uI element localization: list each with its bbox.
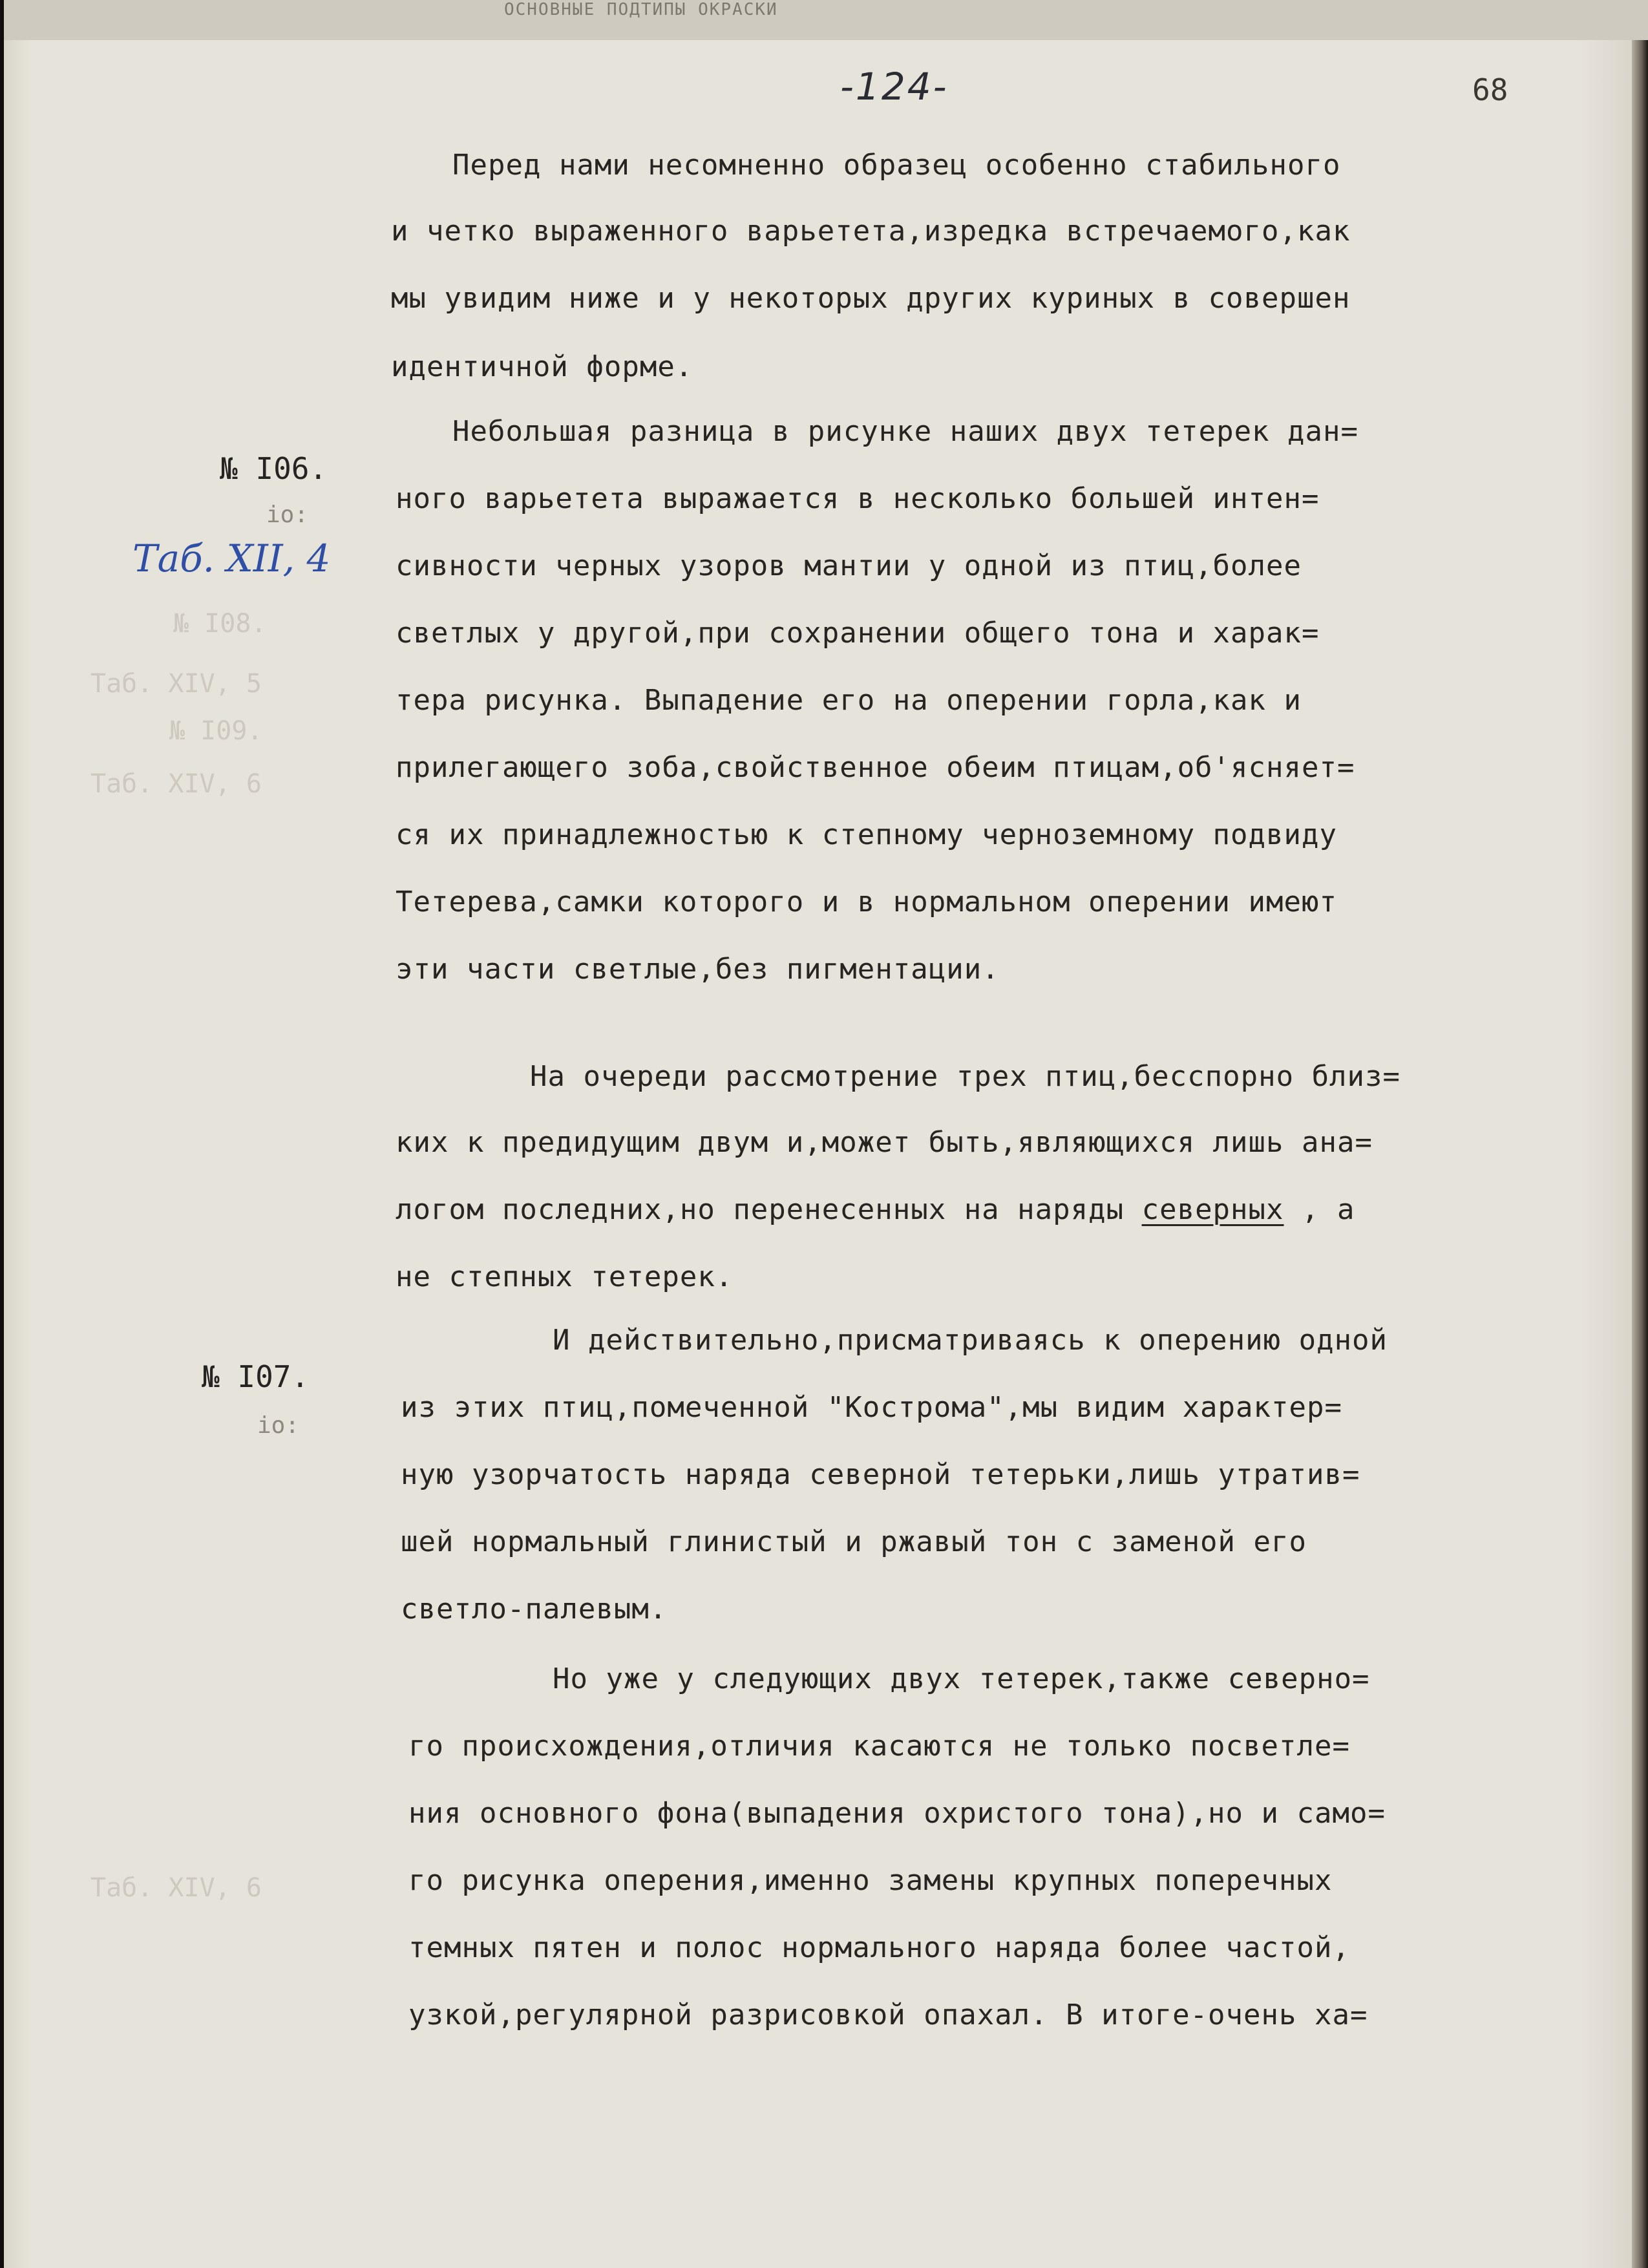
text-segment: , а	[1284, 1193, 1355, 1226]
text-line: Но уже у следующих двух тетерек,также северно=	[553, 1662, 1370, 1695]
text-line: шей нормальный глинистый и ржавый тон с заменой его	[401, 1525, 1307, 1558]
text-line: и четко выраженного варьетета,изредка встречаемого,как	[391, 215, 1351, 248]
text-line: го рисунка оперения,именно замены крупных поперечных	[408, 1864, 1333, 1897]
text-line: идентичной форме.	[391, 350, 693, 383]
ghost-note: Таб. XIV, 5	[90, 669, 262, 699]
text-line: не степных тетерек.	[396, 1260, 734, 1293]
margin-note-107: № I07.	[202, 1359, 310, 1394]
text-line: На очереди рассмотрение трех птиц,бесспорно близ=	[530, 1060, 1401, 1093]
underlying-page-header: ОСНОВНЫЕ ПОДТИПЫ ОКРАСКИ	[504, 0, 778, 19]
text-line: из этих птиц,помеченной "Кострома",мы видим характер=	[401, 1391, 1342, 1424]
text-line: узкой,регулярной разрисовкой опахал. В итоге-очень ха=	[408, 1998, 1368, 2031]
text-line: ния основного фона(выпадения охристого тона),но и само=	[408, 1797, 1386, 1830]
text-line: Небольшая разница в рисунке наших двух тетерек дан=	[452, 415, 1359, 448]
page-number: 68	[1472, 72, 1508, 107]
text-line: эти части светлые,без пигментации.	[396, 953, 1000, 986]
text-line: тера рисунка. Выпадение его на оперении горла,как и	[396, 684, 1302, 717]
text-line: И действительно,присматриваясь к оперению одной	[553, 1324, 1388, 1357]
text-segment: логом последних,но перенесенных на наряды	[396, 1193, 1142, 1226]
text-line: ного варьетета выражается в несколько большей интен=	[396, 482, 1320, 515]
text-line: сивности черных узоров мантии у одной из птиц,более	[396, 549, 1302, 582]
text-line: светло-палевым.	[401, 1593, 668, 1626]
text-line: темных пятен и полос нормального наряда более частой,	[408, 1931, 1350, 1964]
text-line: го происхождения,отличия касаются не только посветле=	[408, 1730, 1350, 1763]
text-line: ких к предидущим двум и,может быть,являющихся лишь ана=	[396, 1126, 1373, 1159]
text-line: светлых у другой,при сохранении общего тона и харак=	[396, 617, 1320, 650]
margin-note-107-sub: io:	[257, 1412, 300, 1439]
ghost-note: Таб. XIV, 6	[90, 769, 262, 799]
ghost-note: № I08.	[173, 609, 267, 639]
archive-page-number: -124-	[840, 65, 949, 109]
text-line: Перед нами несомненно образец особенно стабильного	[452, 149, 1341, 182]
ghost-note: № I09.	[169, 716, 263, 746]
ghost-note: Таб. XIV, 6	[90, 1873, 262, 1903]
text-line: мы увидим ниже и у некоторых других куриных в совершен	[391, 282, 1351, 315]
text-line: прилегающего зоба,свойственное обеим птицам,об'ясняет=	[396, 751, 1355, 784]
text-line: ся их принадлежностью к степному черноземному подвиду	[396, 818, 1337, 851]
text-line: Тетерева,самки которого и в нормальном оперении имеют	[396, 885, 1337, 918]
margin-note-106: № I06.	[220, 451, 328, 486]
margin-note-106-sub: io:	[266, 502, 309, 528]
text-line	[396, 1192, 1355, 1228]
underlined-word: северных	[1141, 1193, 1284, 1226]
text-line: ную узорчатость наряда северной тетерьки,лишь утратив=	[401, 1458, 1360, 1491]
handwritten-table-reference: Таб. XII, 4	[132, 536, 331, 580]
